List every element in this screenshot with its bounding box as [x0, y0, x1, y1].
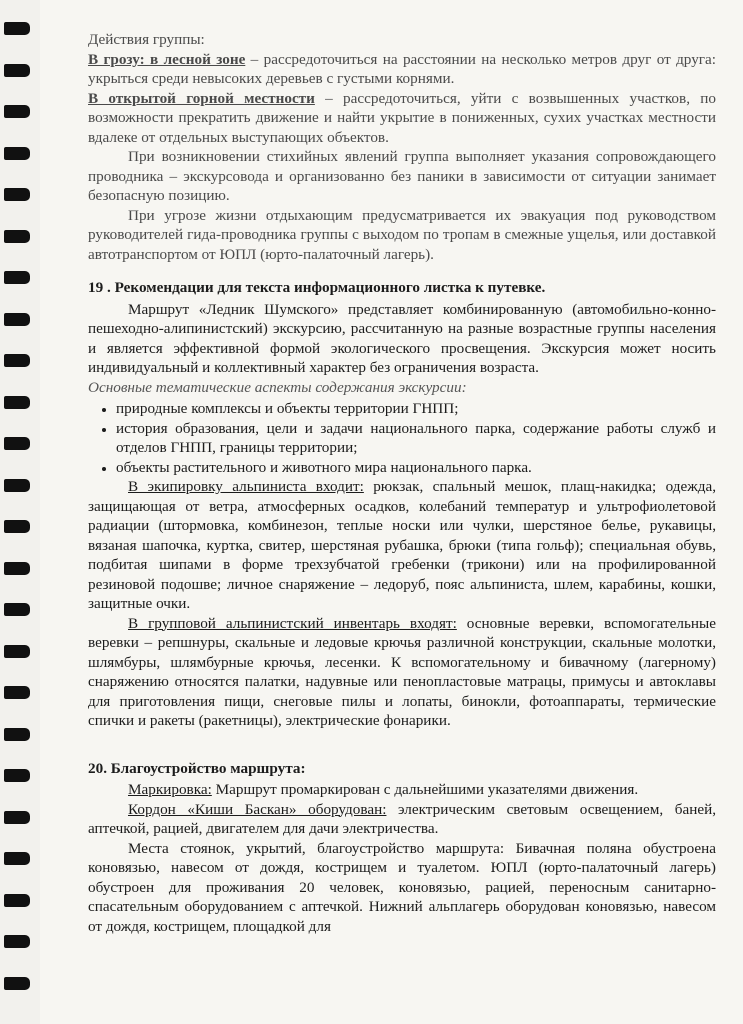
group-actions-title: Действия группы:	[88, 31, 205, 48]
binding-ring	[4, 562, 30, 575]
binding-ring	[4, 728, 30, 741]
marking-paragraph: Маркировка: Маршрут промаркирован с дальнейшими указателями движения.	[128, 781, 639, 798]
binding-ring	[4, 313, 30, 326]
binding-ring	[4, 520, 30, 533]
binding-ring	[4, 64, 30, 77]
evacuation-paragraph: При угрозе жизни отдыхающим предусматривается их эвакуация под руководством руководителей гида-проводника группы с выходом по тропам в смежные ущелья, или доставкой автотранспортом от ЮПЛ (юрто-палаточный лагерь).	[88, 206, 716, 263]
cordon-paragraph: Кордон «Киши Баскан» оборудован: электрическим световым освещением, баней, аптечкой, рацией, двигателем для дачи электричества.	[88, 800, 717, 837]
binding-ring	[4, 977, 30, 990]
binding-ring	[4, 811, 30, 824]
section-19-heading: 19 . Рекомендации для текста информационного листка к путевке.	[88, 279, 546, 296]
spiral-binding	[0, 0, 40, 1024]
list-item: • объекты растительного и животного мира национального парка.	[116, 458, 716, 478]
binding-ring	[4, 852, 30, 865]
open-mountain-paragraph: В открытой горной местности – рассредоточиться, уйти с возвышенных участков, по возможности прекратить движение и найти укрытие в пониженных, сухих участках местности вдалеке от отдельных выступающих объектов.	[88, 89, 716, 146]
binding-ring	[4, 354, 30, 367]
binding-ring	[4, 894, 30, 907]
binding-ring	[4, 105, 30, 118]
binding-ring	[4, 935, 30, 948]
binding-ring	[4, 230, 30, 243]
binding-ring	[4, 437, 30, 450]
campsites-paragraph: Места стоянок, укрытий, благоустройство маршрута: Бивачная поляна обустроена коновязью, навесом от дождя, кострищем и туалетом. ЮПЛ (юрто-палаточный лагерь) обустроен для проживания 20 человек, коновязью, рацией, переносным санитарно-спасательным оборудованием с аптечкой. Нижний альплагерь оборудован коновязью, навесом от дождя, кострищем, площадкой для	[88, 839, 716, 935]
list-item: • история образования, цели и задачи национального парка, содержание работы служб и отделов ГНПП, границы территории;	[116, 419, 716, 458]
binding-ring	[4, 188, 30, 201]
document-page	[88, 30, 716, 1020]
binding-ring	[4, 147, 30, 160]
binding-ring	[4, 603, 30, 616]
thematic-aspects-list	[88, 399, 716, 477]
binding-ring	[4, 271, 30, 284]
binding-ring	[4, 686, 30, 699]
binding-ring	[4, 769, 30, 782]
list-item: • природные комплексы и объекты территории ГНПП;	[116, 399, 716, 419]
climber-equipment-paragraph: В экипировку альпиниста входит: рюкзак, спальный мешок, плащ-накидка; одежда, защищающая от ветра, атмосферных осадков, колебаний температур и ультрофиолетовой радиации (штормовка, комбинезон, теплые носки или чулки, шерстяное белье, рукавицы, вязаная шапочка, куртка, свитер, шерстяная рубашка, брюки (типа гольф); специальная обувь, подбитая шипами в форме трехзубчатой гребенки (трикони) или на профилированной резиновой подошве; личное снаряжение – ледоруб, пояс альпиниста, шлем, карабины, кошки, защитные очки.	[88, 478, 716, 612]
thunderstorm-forest-paragraph: В грозу: в лесной зоне – рассредоточиться на расстоянии на несколько метров друг от друга: укрыться среди невысоких деревьев с густыми корнями.	[88, 50, 716, 87]
natural-disaster-paragraph: При возникновении стихийных явлений группа выполняет указания сопровождающего проводника – экскурсовода и организованно без паники в зависимости от ситуации занимает безопасную позицию.	[88, 148, 716, 204]
binding-ring	[4, 396, 30, 409]
route-description-paragraph: Маршрут «Ледник Шумского» представляет комбинированную (автомобильно-конно-пешеходно-алипинистский) экскурсию, рассчитанную на разные возрастные группы населения и является эффективной формой экологического просвещения. Экскурсия может носить индивидуальный и коллективный характер без ограничения возраста.	[88, 300, 716, 376]
binding-ring	[4, 479, 30, 492]
binding-ring	[4, 22, 30, 35]
binding-ring	[4, 645, 30, 658]
thematic-aspects-title: Основные тематические аспекты содержания экскурсии:	[88, 378, 467, 396]
group-equipment-paragraph: В групповой альпинистский инвентарь входят: основные веревки, вспомогательные веревки – репшнуры, скальные и ледовые крючья различной конструкции, скальные молотки, шлямбуры, шлямбурные крючья, лесенки. К вспомогательному и бивачному (лагерному) снаряжению относятся палатки, надувные или пенопластовые матрацы, примусы и автоклавы для приготовления пищи, снеговые пилы и лопаты, бинокли, фотоаппараты, термические спички и ракеты (ракетницы), электрические фонарики.	[88, 614, 716, 729]
section-20-heading: 20. Благоустройство маршрута:	[88, 759, 306, 777]
